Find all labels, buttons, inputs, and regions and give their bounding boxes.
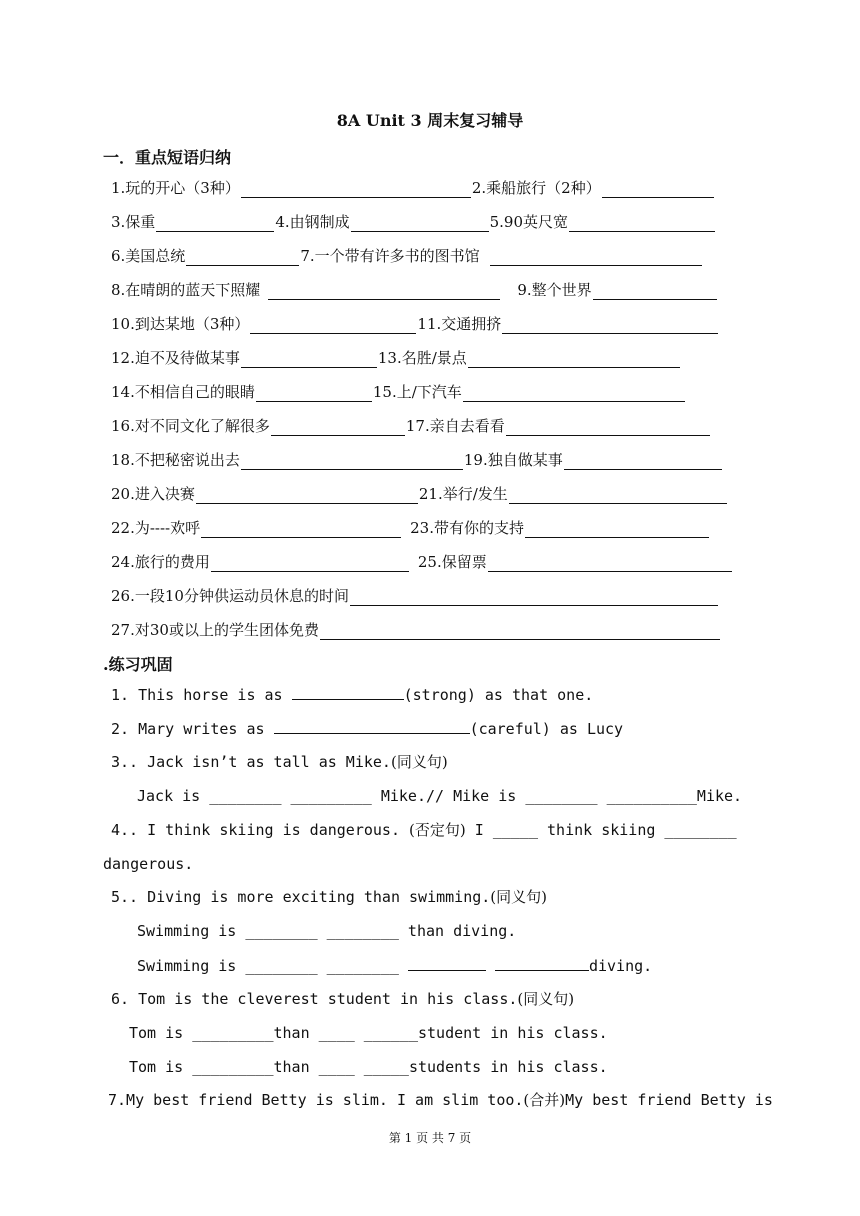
exercise-1-text-a: 1. This horse is as (111, 686, 292, 704)
answer-blank[interactable] (241, 349, 377, 368)
answer-blank[interactable] (408, 955, 486, 971)
exercise-3-text: 3.. Jack isn’t as tall as Mike. (111, 753, 391, 771)
phrase-22: 22.为----欢呼 (111, 519, 201, 537)
answer-blank[interactable] (525, 519, 709, 538)
phrase-7: 7.一个带有许多书的图书馆 (300, 247, 480, 265)
phrase-row-8 (111, 412, 761, 436)
page-title: 8A Unit 3 周末复习辅导 (336, 111, 524, 130)
answer-blank[interactable] (320, 621, 720, 640)
exercise-5-answer-text: Swimming is ________ ________ (137, 957, 408, 975)
phrase-25: 25.保留票 (417, 553, 487, 571)
exercise-2-text-b: (careful) as Lucy (469, 720, 624, 738)
exercise-5-text: 5.. Diving is more exciting than swimming. (111, 888, 491, 906)
phrase-24: 24.旅行的费用 (111, 553, 210, 571)
answer-blank[interactable] (350, 587, 718, 606)
exercise-5-answer-line-2 (137, 955, 652, 976)
answer-blank[interactable] (569, 213, 715, 232)
answer-blank[interactable] (502, 315, 718, 334)
exercise-5 (111, 887, 547, 907)
exercise-1-text-b: (strong) as that one. (403, 686, 594, 704)
answer-blank[interactable] (274, 718, 470, 734)
phrase-row-11 (111, 514, 761, 538)
phrase-15: 15.上/下汽车 (372, 383, 462, 401)
answer-blank[interactable] (256, 383, 372, 402)
section-heading-practice: .练习巩固 (103, 655, 173, 674)
exercise-4-continuation: dangerous. (103, 855, 194, 873)
answer-blank[interactable] (186, 247, 299, 266)
phrase-21: 21.举行/发生 (418, 485, 508, 503)
answer-blank[interactable] (564, 451, 722, 470)
answer-blank[interactable] (241, 179, 471, 198)
exercise-5-answer-line-1: Swimming is ________ ________ than diving. (137, 922, 517, 940)
answer-blank[interactable] (509, 485, 727, 504)
exercise-3-answer-line: Jack is ________ _________ Mike.// Mike is ________ __________Mike. (137, 787, 743, 805)
phrase-12: 12.迫不及待做某事 (111, 349, 240, 367)
phrase-26: 26.一段10分钟供运动员休息的时间 (111, 587, 349, 605)
phrase-18: 18.不把秘密说出去 (111, 451, 240, 469)
answer-blank[interactable] (463, 383, 685, 402)
answer-blank[interactable] (196, 485, 418, 504)
exercise-3 (111, 752, 448, 772)
phrase-row-12 (111, 548, 761, 572)
answer-blank[interactable] (490, 247, 702, 266)
answer-blank[interactable] (250, 315, 416, 334)
phrase-row-10 (111, 480, 761, 504)
phrase-9: 9.整个世界 (517, 281, 592, 299)
answer-blank[interactable] (351, 213, 489, 232)
phrase-5: 5.90英尺宽 (489, 213, 569, 231)
exercise-5-instruction: (同义句) (490, 888, 548, 906)
answer-blank[interactable] (488, 553, 732, 572)
answer-blank[interactable] (593, 281, 717, 300)
phrase-row-2 (111, 208, 761, 232)
answer-blank[interactable] (602, 179, 714, 198)
exercise-7-answer-start: My best friend Betty is (565, 1091, 773, 1109)
answer-blank[interactable] (201, 519, 401, 538)
phrase-1: 1.玩的开心（3种） (111, 179, 240, 197)
phrase-20: 20.进入决赛 (111, 485, 195, 503)
phrase-row-14 (111, 616, 761, 640)
phrase-row-3 (111, 242, 761, 266)
phrase-16: 16.对不同文化了解很多 (111, 417, 270, 435)
phrase-17: 17.亲自去看看 (405, 417, 505, 435)
phrase-row-6 (111, 344, 761, 368)
page-footer: 第 1 页 共 7 页 (388, 1131, 472, 1145)
answer-blank[interactable] (292, 684, 404, 700)
exercise-6 (111, 989, 574, 1009)
phrase-3: 3.保重 (111, 213, 156, 231)
exercise-2 (111, 718, 623, 739)
phrase-23: 23.带有你的支持 (410, 519, 524, 537)
phrase-row-13 (111, 582, 761, 606)
answer-blank[interactable] (268, 281, 500, 300)
exercise-6-answer-line-1: Tom is _________than ____ ______student in his class. (129, 1024, 608, 1042)
phrase-10: 10.到达某地（3种） (111, 315, 250, 333)
phrase-2: 2.乘船旅行（2种） (471, 179, 601, 197)
exercise-6-answer-line-2: Tom is _________than ____ _____students in his class. (129, 1058, 608, 1076)
exercise-1 (111, 684, 593, 705)
answer-blank[interactable] (495, 955, 589, 971)
exercise-7-text: 7.My best friend Betty is slim. I am slim too. (108, 1091, 524, 1109)
phrase-14: 14.不相信自己的眼睛 (111, 383, 255, 401)
phrase-19: 19.独自做某事 (463, 451, 563, 469)
exercise-6-text: 6. Tom is the cleverest student in his class. (111, 990, 518, 1008)
answer-blank[interactable] (506, 417, 710, 436)
phrase-4: 4.由钢制成 (275, 213, 350, 231)
exercise-4 (111, 820, 737, 840)
exercise-7-instruction: (合并) (523, 1091, 566, 1109)
section-heading-phrases: 一．重点短语归纳 (103, 148, 232, 167)
phrase-row-9 (111, 446, 761, 470)
phrase-11: 11.交通拥挤 (417, 315, 502, 333)
answer-blank[interactable] (271, 417, 405, 436)
phrase-row-5 (111, 310, 761, 334)
answer-blank[interactable] (241, 451, 463, 470)
exercise-4-text: 4.. I think skiing is dangerous. (111, 821, 410, 839)
answer-blank[interactable] (468, 349, 680, 368)
exercise-6-instruction: (同义句) (517, 990, 575, 1008)
exercise-4-instruction: (否定句) (409, 821, 466, 839)
phrase-row-1 (111, 174, 761, 198)
answer-blank[interactable] (156, 213, 274, 232)
exercise-2-text-a: 2. Mary writes as (111, 720, 274, 738)
exercise-5-answer-end: diving. (588, 957, 653, 975)
phrase-27: 27.对30或以上的学生团体免费 (111, 621, 319, 639)
phrase-row-4 (111, 276, 761, 300)
phrase-6: 6.美国总统 (111, 247, 186, 265)
phrase-13: 13.名胜/景点 (377, 349, 467, 367)
phrase-row-7 (111, 378, 761, 402)
answer-blank[interactable] (211, 553, 409, 572)
exercise-4-answer: I _____ think skiing ________ (465, 821, 737, 839)
exercise-7 (108, 1090, 773, 1110)
phrase-8: 8.在晴朗的蓝天下照耀 (111, 281, 261, 299)
exercise-3-instruction: (同义句) (390, 753, 448, 771)
